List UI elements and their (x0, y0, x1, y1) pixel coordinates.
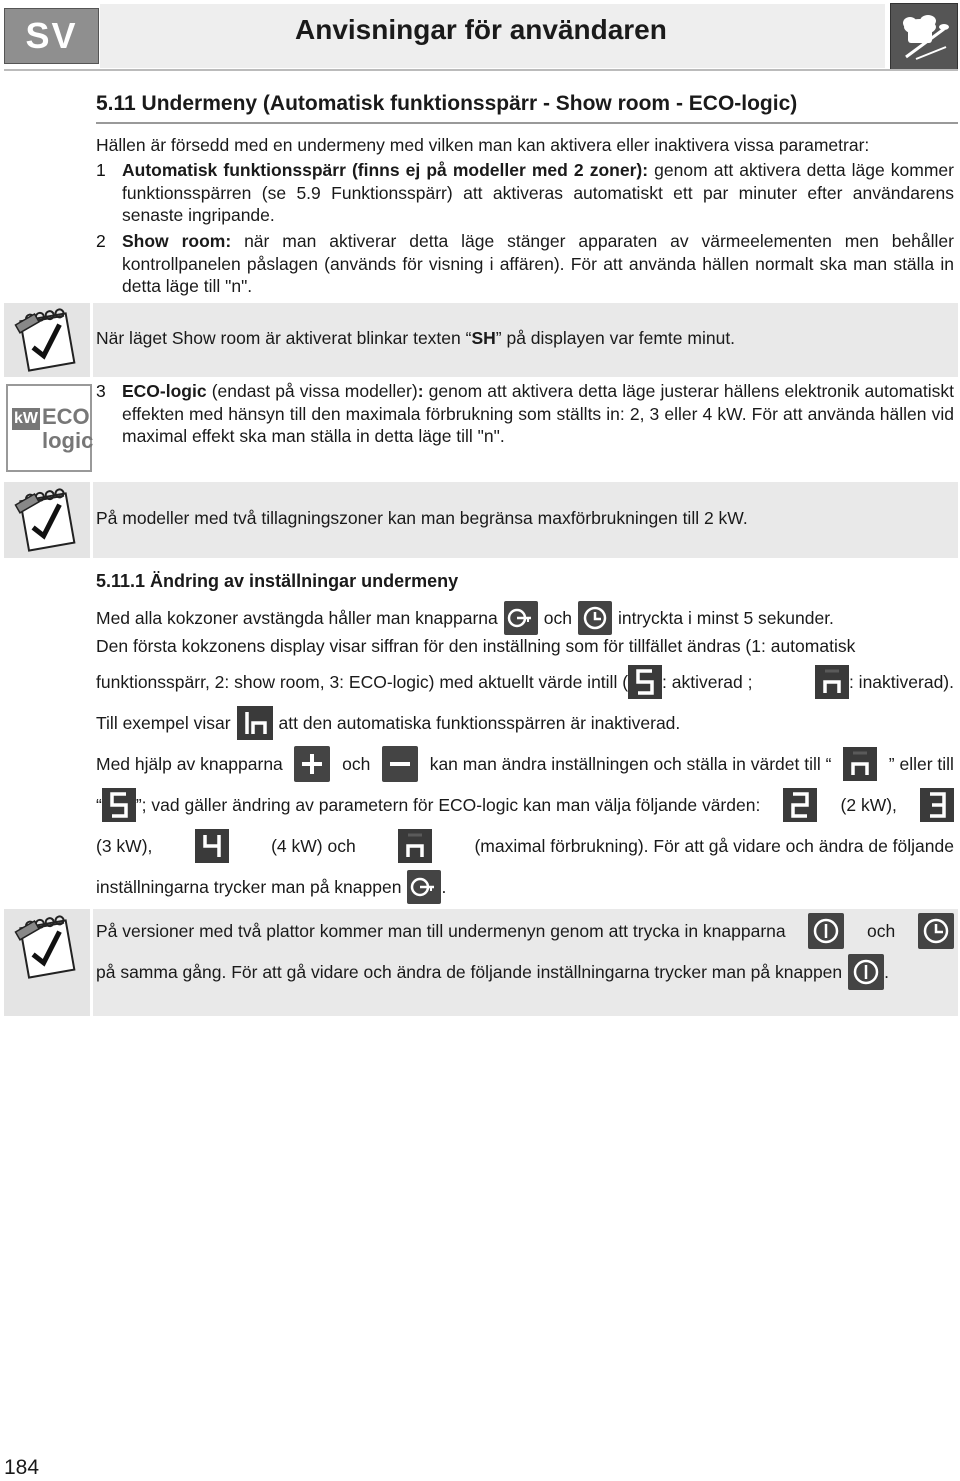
eco-logic-logo (6, 384, 92, 472)
text-line-4 (96, 705, 954, 741)
key-power-icon (808, 913, 844, 949)
line-6-text-c: (2 kW), (840, 794, 897, 815)
eco-logo-kw: kW (12, 408, 40, 430)
key-minus-icon (382, 746, 418, 782)
key-timer-icon (918, 913, 954, 949)
notepad-check-icon (12, 307, 82, 378)
segment-digit-s-icon (102, 788, 136, 822)
segment-digit-n-icon (398, 829, 432, 863)
section-divider (96, 122, 958, 124)
line-8-text-a: inställningarna trycker man på knappen (96, 876, 402, 897)
line-3-text-b: : aktiverad ; (662, 671, 753, 692)
segment-digit-n-icon (843, 747, 877, 781)
list-item-3-title: ECO-logic (122, 381, 207, 401)
page-header (0, 0, 960, 72)
note-text-2: På modeller med två tillagningszoner kan man begränsa maxförbrukningen till 2 kW. (96, 508, 748, 528)
line-1-text-c: intryckta i minst 5 sekunder. (618, 607, 834, 628)
list-item-3-text1: (endast på vissa modeller) (206, 381, 418, 401)
list-item-3-text2: genom att aktivera detta läge justerar hällens elektronik automatiskt effekten med hänsyn till den maximala förbrukning som ställts in: 2, 3 eller 4 kW. För att använda hällen vid maximal effekt ska man ställa in detta läge till "n". (122, 381, 954, 446)
line-3-right (815, 665, 954, 699)
list-item-1 (122, 159, 954, 227)
line-3-text-a: funktionsspärr, 2: show room, 3: ECO-logic) med aktuellt värde intill ( (96, 671, 629, 692)
list-number-2: 2 (96, 231, 106, 251)
chef-hat-icon (890, 3, 958, 71)
key-lock-icon (504, 601, 538, 635)
segment-digit-s-icon (628, 665, 662, 699)
key-plus-icon (294, 746, 330, 782)
text-line-3 (96, 664, 954, 700)
list-number-1: 1 (96, 160, 106, 180)
header-divider (4, 69, 958, 71)
list-item-2-text: när man aktiverar detta läge stänger apparaten av värmeelementen men behåller kontrollpanelen påslagen (används för visning i affären). För att använda hällen normalt ska man ställa in detta läge till "n". (122, 231, 954, 296)
line-7-text-c: (maximal förbrukning). För att gå vidare och ändra de följande (474, 835, 954, 856)
line-4-text-a: Till exempel visar (96, 712, 231, 733)
notepad-check-icon (12, 914, 82, 985)
line-1-text-b: och (543, 607, 572, 628)
text-line-1 (96, 600, 954, 636)
text-line-5 (96, 746, 954, 782)
note-3-text-b: och (867, 920, 896, 941)
note-1-bold: SH (471, 328, 496, 348)
subsection-title: 5.11.1 Ändring av inställningar undermeny (96, 571, 459, 591)
segment-display-1n-icon (237, 706, 273, 740)
text-line-6 (96, 787, 954, 823)
segment-digit-2-icon (783, 788, 817, 822)
line-7-text-b: (4 kW) och (271, 835, 356, 856)
line-6-left (96, 788, 760, 822)
text-line-8 (96, 869, 954, 905)
line-5-text-d: ” eller till (888, 753, 954, 774)
note-3-text-d: . (884, 961, 890, 982)
note-text-1 (96, 327, 954, 350)
line-3-left (96, 665, 752, 699)
page-header-title: Anvisningar för användaren (295, 14, 667, 45)
intro-paragraph: Hällen är försedd med en undermeny med vilken man kan aktivera eller inaktivera vissa parametrar: (96, 135, 870, 155)
list-number-3: 3 (96, 381, 106, 401)
note-1-pre: När läget Show room är aktiverat blinkar texten “ (96, 328, 472, 348)
list-item-3 (122, 380, 954, 448)
line-6-text-b: ”; vad gäller ändring av parametern för ECO-logic kan man välja följande värden: (135, 794, 761, 815)
text-line-2: Den första kokzonens display visar siffran för den inställning som för tillfället ändras (1: automatisk (96, 636, 856, 656)
list-item-2 (122, 230, 954, 298)
text-line-7 (96, 828, 954, 864)
note-3-line-2 (96, 954, 954, 990)
segment-digit-n-icon (815, 665, 849, 699)
list-item-2-title: Show room: (122, 231, 232, 251)
section-title: 5.11 Undermeny (Automatisk funktionsspärr - Show room - ECO-logic) (96, 92, 798, 115)
key-power-icon (848, 954, 884, 990)
line-5-text-a: Med hjälp av knapparna (96, 753, 283, 774)
note-1-post: ” på displayen var femte minut. (495, 328, 736, 348)
page-number: 184 (4, 1456, 40, 1479)
note-3-line-1 (96, 913, 954, 949)
line-4-text-b: att den automatiska funktionsspärren är inaktiverad. (278, 712, 681, 733)
note-3-text-a: På versioner med två plattor kommer man till undermenyn genom att trycka in knapparna (96, 920, 786, 941)
line-6-text-a: “ (96, 794, 102, 815)
line-7-text-a: (3 kW), (96, 835, 153, 856)
notepad-check-icon (12, 487, 82, 558)
segment-digit-3-icon (920, 788, 954, 822)
eco-logo-logic: logic (42, 428, 94, 453)
note-3-text-c: på samma gång. För att gå vidare och ändra de följande inställningarna trycker man på knappen (96, 961, 843, 982)
list-item-1-title: Automatisk funktionsspärr (finns ej på modeller med 2 zoner): (122, 160, 649, 180)
line-5-text-b: och (342, 753, 371, 774)
key-timer-icon (578, 601, 612, 635)
segment-digit-4-icon (195, 829, 229, 863)
list-item-1-text: genom att aktivera detta läge kommer funktionsspärren (se 5.9 Funktionsspärr) att aktiveras automatiskt ett par minuter efter användarens senaste ingripande. (122, 160, 954, 225)
line-3-text-c: : inaktiverad). (848, 671, 954, 692)
key-lock-icon (407, 870, 441, 904)
line-8-text-b: . (441, 876, 447, 897)
language-tab: SV (4, 8, 99, 64)
eco-logo-eco: ECO (42, 404, 90, 429)
line-5-text-c: kan man ändra inställningen och ställa in värdet till “ (429, 753, 832, 774)
list-item-3-colon: : (417, 381, 424, 401)
line-1-text-a: Med alla kokzoner avstängda håller man knapparna (96, 607, 498, 628)
